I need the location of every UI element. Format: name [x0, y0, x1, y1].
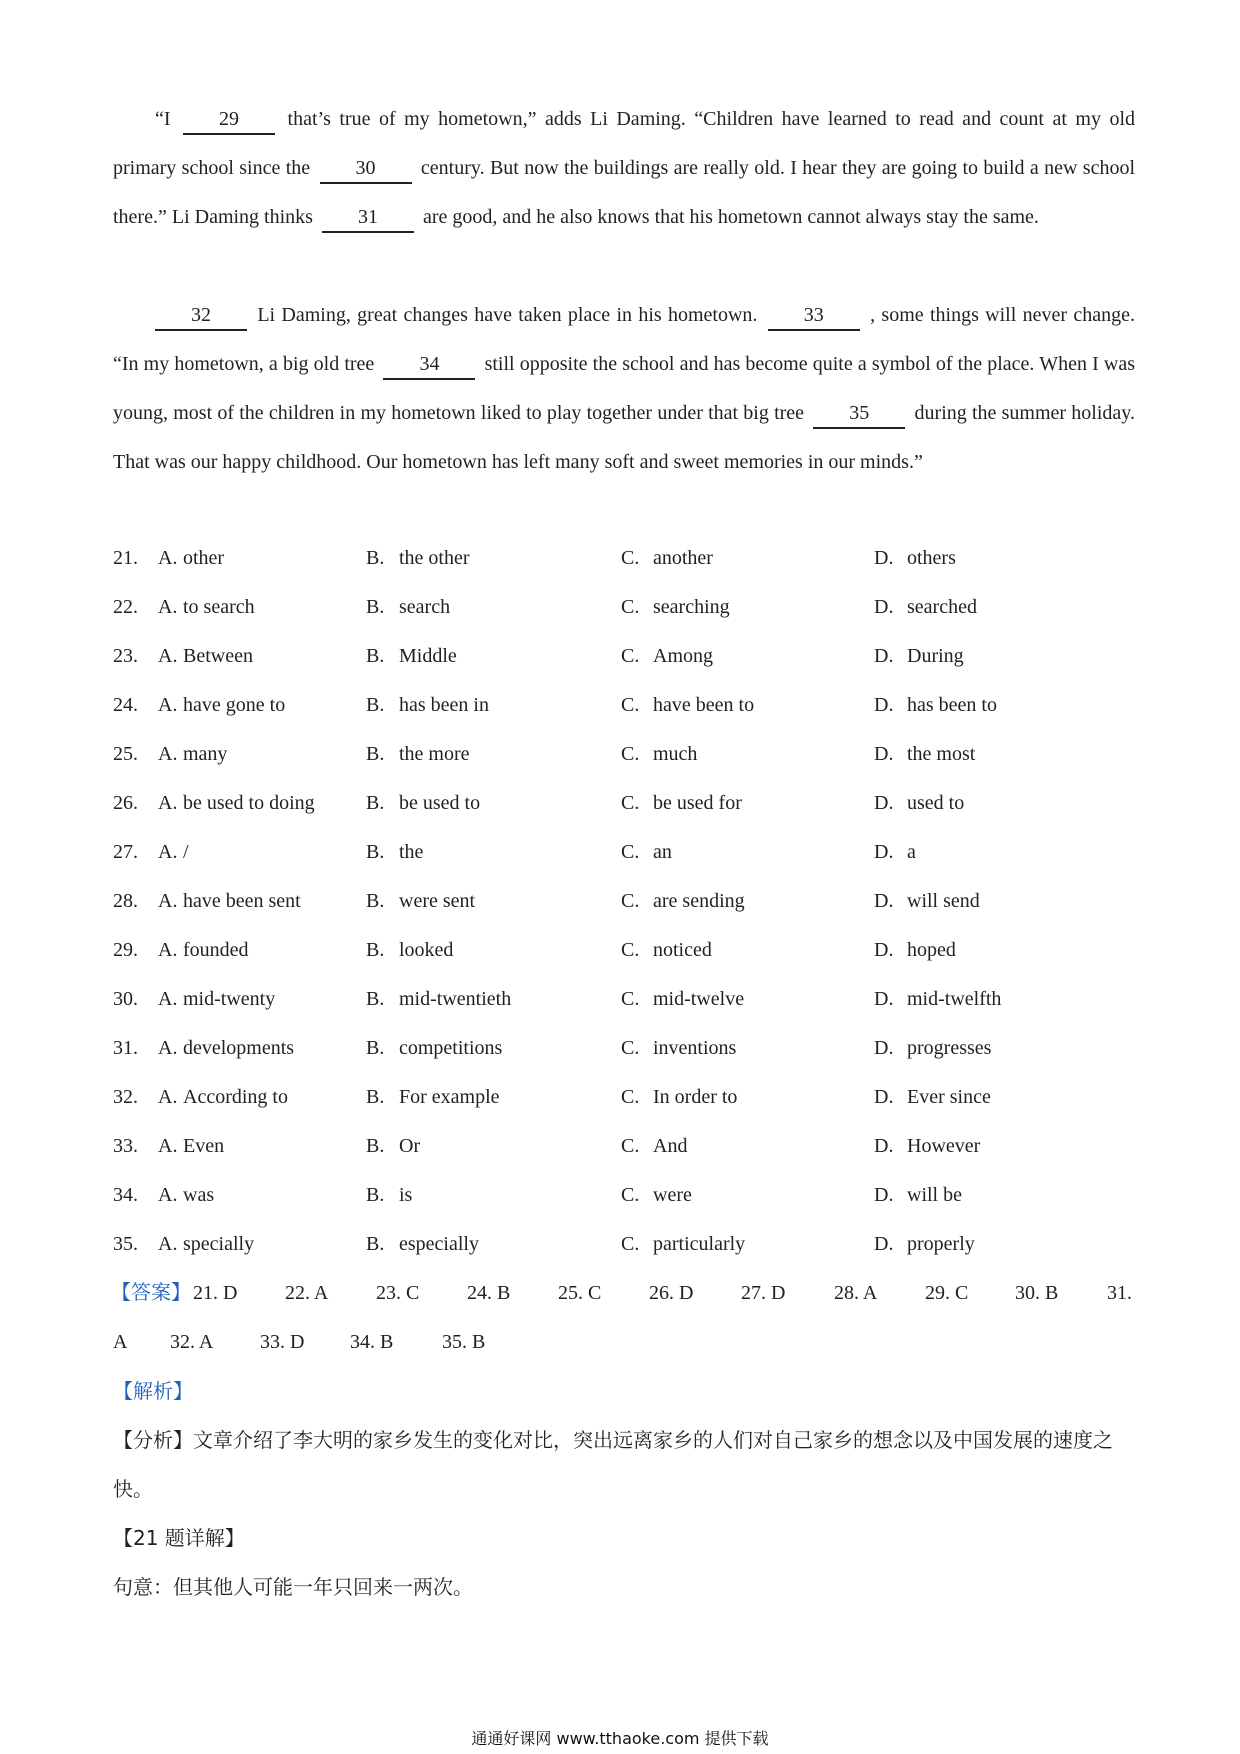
option-text: others: [907, 547, 956, 569]
analysis-tag: 【解析】: [113, 1379, 193, 1403]
option-letter: D.: [874, 988, 894, 1010]
question-number: 35.: [113, 1233, 138, 1255]
option-letter: B.: [366, 1184, 385, 1206]
option-letter: C.: [621, 743, 640, 765]
option-letter: A.: [158, 1086, 178, 1108]
option-letter: C.: [621, 1233, 640, 1255]
passage-paragraph-2: [113, 291, 1135, 487]
answer-item: 22. A: [285, 1282, 329, 1304]
passage-text: , some things will never change. “In my hometown, a big old tree: [113, 304, 1135, 375]
option-letter: A.: [158, 596, 178, 618]
option-letter: B.: [366, 1233, 385, 1255]
question-number: 33.: [113, 1135, 138, 1157]
blank-29: 29: [183, 105, 275, 135]
question-number: 30.: [113, 988, 138, 1010]
option-text: other: [183, 547, 225, 569]
option-text: especially: [399, 1233, 479, 1255]
option-text: will send: [907, 890, 980, 912]
option-letter: C.: [621, 645, 640, 667]
option-letter: D.: [874, 547, 894, 569]
option-letter: C.: [621, 841, 640, 863]
option-letter: A.: [158, 1233, 178, 1255]
question-number: 23.: [113, 645, 138, 667]
option-text: For example: [399, 1086, 500, 1108]
analysis-summary: 【分析】文章介绍了李大明的家乡发生的变化对比，突出远离家乡的人们对自己家乡的想念以及中国发展的速度之快。: [113, 1428, 1113, 1501]
option-text: Or: [399, 1135, 421, 1157]
answer-item: 32. A: [170, 1331, 214, 1353]
option-letter: D.: [874, 792, 894, 814]
option-letter: C.: [621, 547, 640, 569]
option-text: competitions: [399, 1037, 503, 1059]
option-text: developments: [183, 1037, 295, 1059]
option-text: And: [653, 1135, 688, 1157]
option-letter: B.: [366, 792, 385, 814]
option-text: specially: [183, 1233, 255, 1255]
option-text: much: [653, 743, 698, 765]
question-number: 27.: [113, 841, 138, 863]
option-text: has been in: [399, 694, 489, 716]
option-text: the other: [399, 547, 470, 569]
option-letter: B.: [366, 1037, 385, 1059]
answer-item: 27. D: [741, 1282, 786, 1304]
option-text: mid-twentieth: [399, 988, 512, 1010]
passage-text: still opposite the school and has become quite a symbol of the place. When I was young, most of the children in my hometown liked to play together under that big tree: [113, 353, 1136, 424]
option-text: were: [653, 1184, 692, 1206]
option-letter: A.: [158, 988, 178, 1010]
option-text: a: [907, 841, 916, 863]
option-letter: C.: [621, 890, 640, 912]
option-text: have gone to: [183, 694, 286, 716]
question-number: 29.: [113, 939, 138, 961]
option-text: mid-twelfth: [907, 988, 1002, 1010]
option-letter: A.: [158, 694, 178, 716]
question-number: 25.: [113, 743, 138, 765]
option-text: looked: [399, 939, 454, 961]
answer-item: 23. C: [376, 1282, 420, 1304]
q21-heading: 【21 题详解】: [113, 1526, 245, 1550]
passage-text: Li Daming, great changes have taken place in his hometown.: [257, 304, 758, 326]
question-row: [113, 583, 1153, 632]
answer-item: 28. A: [834, 1282, 878, 1304]
option-text: mid-twenty: [183, 988, 276, 1010]
answer-item: 21. D: [193, 1282, 238, 1304]
question-row: [113, 779, 1153, 828]
option-letter: B.: [366, 743, 385, 765]
answer-row-2: [113, 1318, 1143, 1367]
answer-item: 31.: [1107, 1282, 1132, 1304]
option-letter: D.: [874, 890, 894, 912]
option-text: is: [399, 1184, 413, 1206]
option-text: founded: [183, 939, 249, 961]
option-letter: D.: [874, 1233, 894, 1255]
option-letter: B.: [366, 694, 385, 716]
passage-text: during the summer holiday. That was our happy childhood. Our hometown has left many soft and sweet memories in our minds.”: [113, 402, 1135, 473]
option-text: be used for: [653, 792, 742, 814]
passage-text: “I: [155, 108, 171, 130]
option-letter: D.: [874, 939, 894, 961]
passage-paragraph-1: [113, 95, 1135, 242]
question-row: [113, 534, 1153, 583]
option-text: inventions: [653, 1037, 737, 1059]
option-text: particularly: [653, 1233, 746, 1255]
answer-item: A: [113, 1331, 128, 1353]
question-row: [113, 1122, 1153, 1171]
option-text: are sending: [653, 890, 745, 912]
answer-item: 29. C: [925, 1282, 969, 1304]
question-number: 26.: [113, 792, 138, 814]
passage-text: century. But now the buildings are really old. I hear they are going to build a new school there.” Li Daming thinks: [113, 157, 1136, 228]
option-text: have been sent: [183, 890, 301, 912]
option-letter: B.: [366, 988, 385, 1010]
option-letter: D.: [874, 1184, 894, 1206]
option-letter: C.: [621, 694, 640, 716]
option-letter: B.: [366, 1135, 385, 1157]
question-row: [113, 1073, 1153, 1122]
option-letter: C.: [621, 1086, 640, 1108]
option-letter: C.: [621, 988, 640, 1010]
option-letter: A.: [158, 547, 178, 569]
option-letter: C.: [621, 1037, 640, 1059]
option-text: the: [399, 841, 424, 863]
option-text: /: [183, 841, 189, 863]
option-letter: C.: [621, 596, 640, 618]
option-letter: A.: [158, 939, 178, 961]
answer-row-1: [113, 1269, 1143, 1318]
question-row: [113, 681, 1153, 730]
option-letter: D.: [874, 596, 894, 618]
option-text: In order to: [653, 1086, 738, 1108]
question-row: [113, 1171, 1153, 1220]
option-text: According to: [183, 1086, 288, 1108]
question-row: [113, 1024, 1153, 1073]
answer-item: 26. D: [649, 1282, 694, 1304]
option-letter: A.: [158, 841, 178, 863]
option-letter: B.: [366, 645, 385, 667]
option-text: searched: [907, 596, 977, 618]
option-text: During: [907, 645, 964, 667]
option-letter: B.: [366, 1086, 385, 1108]
question-row: [113, 730, 1153, 779]
option-text: Between: [183, 645, 253, 667]
option-text: Among: [653, 645, 713, 667]
q21-explanation: 句意：但其他人可能一年只回来一两次。: [113, 1575, 473, 1599]
option-text: hoped: [907, 939, 956, 961]
option-text: Middle: [399, 645, 457, 667]
option-text: have been to: [653, 694, 755, 716]
option-text: noticed: [653, 939, 712, 961]
option-letter: A.: [158, 1037, 178, 1059]
option-letter: A.: [158, 1184, 178, 1206]
question-number: 32.: [113, 1086, 138, 1108]
option-text: search: [399, 596, 451, 618]
option-letter: B.: [366, 890, 385, 912]
option-letter: C.: [621, 939, 640, 961]
option-letter: C.: [621, 1135, 640, 1157]
option-text: However: [907, 1135, 981, 1157]
option-text: will be: [907, 1184, 962, 1206]
question-row: [113, 828, 1153, 877]
option-text: properly: [907, 1233, 975, 1255]
question-number: 22.: [113, 596, 138, 618]
passage-text: are good, and he also knows that his hometown cannot always stay the same.: [422, 206, 1039, 228]
question-row: [113, 1220, 1153, 1269]
question-row: [113, 877, 1153, 926]
question-row: [113, 632, 1153, 681]
option-letter: D.: [874, 743, 894, 765]
option-letter: B.: [366, 596, 385, 618]
option-text: the most: [907, 743, 976, 765]
option-text: Even: [183, 1135, 225, 1157]
option-text: many: [183, 743, 228, 765]
question-number: 28.: [113, 890, 138, 912]
option-letter: D.: [874, 1086, 894, 1108]
option-letter: C.: [621, 1184, 640, 1206]
blank-35: 35: [813, 399, 905, 429]
question-number: 21.: [113, 547, 138, 569]
option-letter: D.: [874, 841, 894, 863]
option-letter: B.: [366, 547, 385, 569]
blank-32: 32: [155, 301, 247, 331]
option-letter: B.: [366, 841, 385, 863]
page-footer: 通通好课网 www.tthaoke.com 提供下载: [471, 1729, 769, 1748]
option-text: used to: [907, 792, 965, 814]
option-text: the more: [399, 743, 470, 765]
answer-tag: 【答案】: [111, 1282, 191, 1304]
option-text: was: [183, 1184, 215, 1206]
answer-item: 30. B: [1015, 1282, 1059, 1304]
option-letter: A.: [158, 792, 178, 814]
option-text: mid-twelve: [653, 988, 745, 1010]
option-letter: A.: [158, 645, 178, 667]
option-text: another: [653, 547, 713, 569]
option-text: be used to: [399, 792, 481, 814]
option-text: Ever since: [907, 1086, 991, 1108]
answer-item: 35. B: [442, 1331, 486, 1353]
answer-item: 25. C: [558, 1282, 602, 1304]
question-number: 34.: [113, 1184, 138, 1206]
blank-33: 33: [768, 301, 860, 331]
answer-item: 33. D: [260, 1331, 305, 1353]
question-number: 31.: [113, 1037, 138, 1059]
option-letter: A.: [158, 890, 178, 912]
option-letter: D.: [874, 1037, 894, 1059]
blank-30: 30: [320, 154, 412, 184]
option-letter: D.: [874, 645, 894, 667]
blank-34: 34: [383, 350, 475, 380]
option-text: an: [653, 841, 672, 863]
option-text: searching: [653, 596, 730, 618]
option-text: be used to doing: [183, 792, 315, 814]
option-letter: A.: [158, 1135, 178, 1157]
answer-item: 24. B: [467, 1282, 511, 1304]
option-text: were sent: [399, 890, 476, 912]
answer-item: 34. B: [350, 1331, 394, 1353]
option-text: progresses: [907, 1037, 992, 1059]
question-number: 24.: [113, 694, 138, 716]
question-row: [113, 975, 1153, 1024]
option-letter: D.: [874, 694, 894, 716]
option-letter: D.: [874, 1135, 894, 1157]
question-row: [113, 926, 1153, 975]
option-letter: B.: [366, 939, 385, 961]
option-text: has been to: [907, 694, 997, 716]
blank-31: 31: [322, 203, 414, 233]
option-letter: C.: [621, 792, 640, 814]
option-letter: A.: [158, 743, 178, 765]
passage-text: that’s true of my hometown,” adds Li Daming. “Children have learned to read and count at my old primary school since the: [113, 108, 1136, 179]
option-text: to search: [183, 596, 255, 618]
